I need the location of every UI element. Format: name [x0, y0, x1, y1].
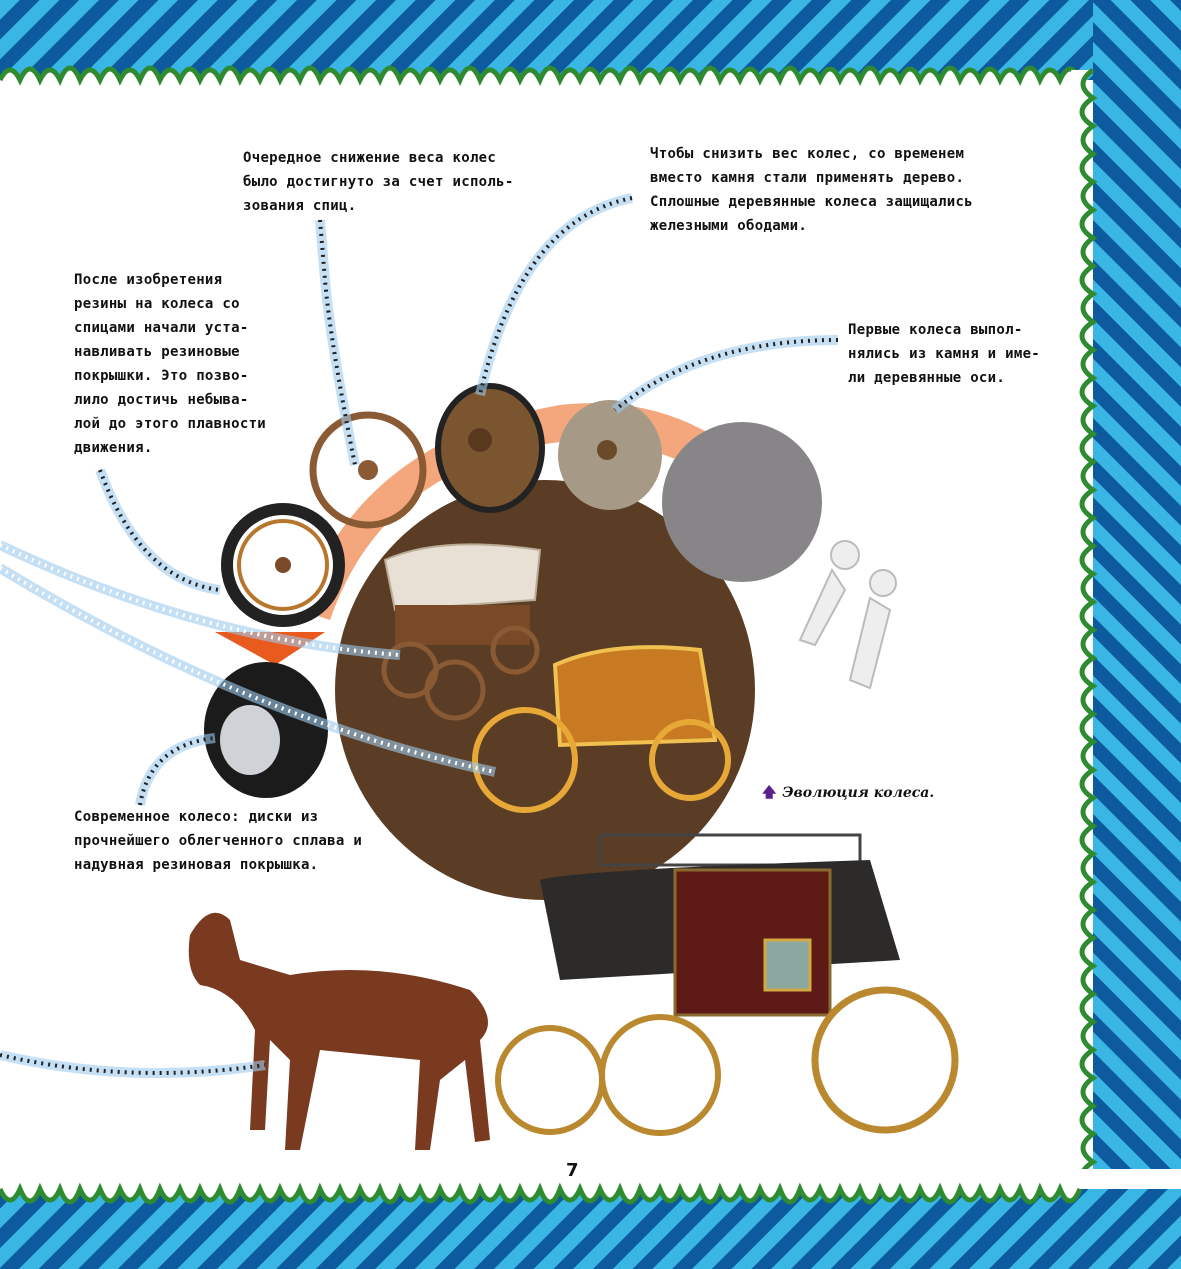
horses: [189, 913, 490, 1150]
caption-line: покрышки. Это позво-: [74, 368, 249, 384]
caption-line: железными ободами.: [650, 218, 808, 234]
caption-wood: [650, 142, 1060, 238]
page-number: 7: [566, 1160, 579, 1181]
caption-line: нялись из камня и име-: [848, 346, 1041, 362]
stagecoach: [498, 835, 955, 1133]
caption-line: лило достичь небыва-: [74, 392, 249, 408]
caption-line: Современное колесо: диски из: [74, 809, 319, 825]
caption-line: Первые колеса выпол-: [848, 322, 1023, 338]
caption-line: Сплошные деревянные колеса защищались: [650, 194, 973, 210]
up-arrow-icon: 🡅: [762, 785, 777, 801]
spoked-wheel-rubber: [227, 509, 339, 621]
stone-disc-wheel: [558, 400, 662, 510]
caption-rubber: [74, 268, 304, 460]
caption-line: ли деревянные оси.: [848, 370, 1006, 386]
caption-line: было достигнуто за счет исполь-: [243, 174, 514, 190]
caption-line: прочнейшего облегченного сплава и: [74, 833, 363, 849]
caption-spokes: [243, 146, 553, 218]
figure-caption: [762, 782, 934, 806]
figure-caption-text: Эволюция колеса.: [782, 785, 935, 801]
caption-line: движения.: [74, 440, 153, 456]
caption-line: зования спиц.: [243, 198, 357, 214]
caption-line: навливать резиновые: [74, 344, 240, 360]
caption-line: надувная резиновая покрышка.: [74, 857, 319, 873]
caption-line: Очередное снижение веса колес: [243, 150, 497, 166]
stone-ball-wheel: [662, 422, 822, 582]
caption-line: После изобретения: [74, 272, 223, 288]
caption-line: спицами начали уста-: [74, 320, 249, 336]
caption-line: вместо камня стали применять дерево.: [650, 170, 965, 186]
caption-line: лой до этого плавности: [74, 416, 267, 432]
caption-stone: [848, 318, 1063, 390]
caption-modern: [74, 805, 419, 877]
plank-wheel: [438, 386, 542, 510]
pushing-figures: [800, 541, 896, 688]
caption-line: Чтобы снизить вес колес, со временем: [650, 146, 965, 162]
caption-line: резины на колеса со: [74, 296, 240, 312]
